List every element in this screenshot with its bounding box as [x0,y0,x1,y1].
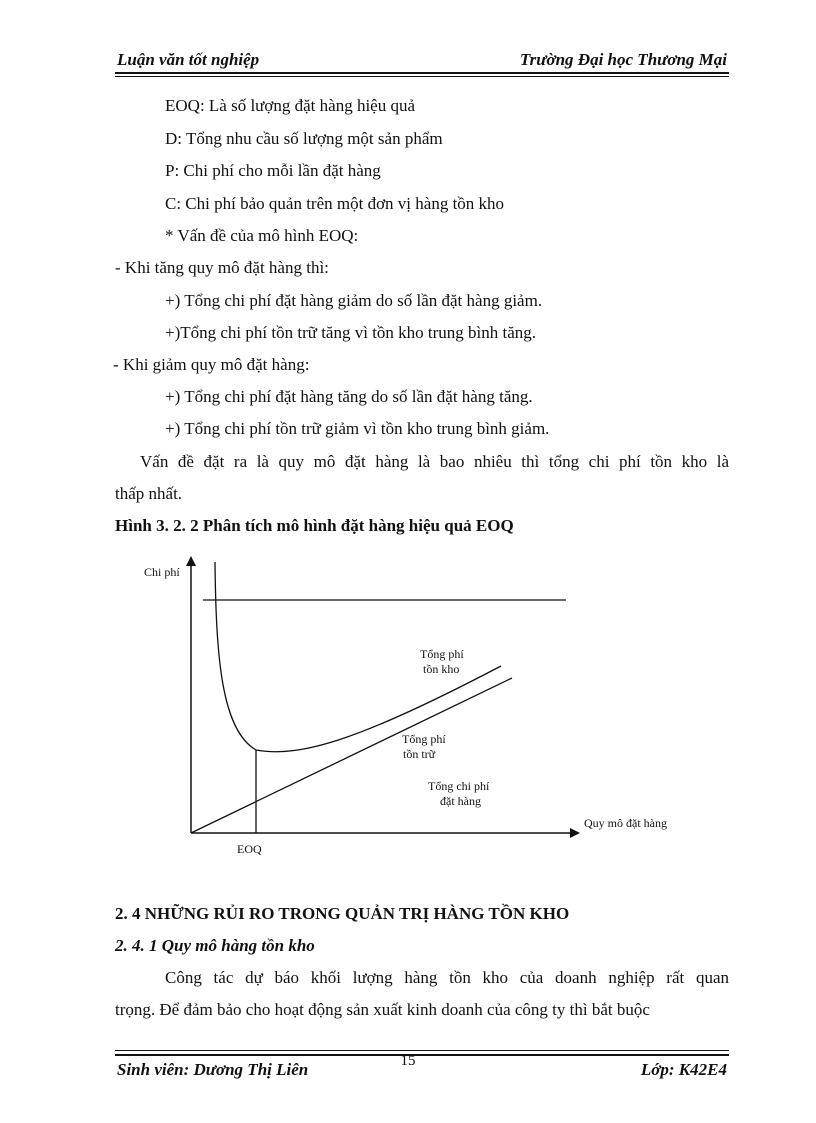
x-axis-arrow [570,828,580,838]
def-p: P: Chi phí cho mỗi lần đặt hàng [165,161,381,180]
ordering-label-2: đặt hàng [440,794,481,808]
def-eoq: EOQ: Là số lượng đặt hàng hiệu quả [165,96,416,115]
def-d: D: Tổng nhu cầu số lượng một sản phẩm [165,129,443,148]
ordering-label-1: Tổng chi phí [428,779,490,793]
decrease-point-2: +) Tổng chi phí tồn trữ giảm vì tồn kho trung bình giảm. [165,419,550,438]
body-paragraph-line: Công tác dự báo khối lượng hàng tồn kho của doanh nghiệp rất quan [165,968,729,987]
figure-caption: Hình 3. 2. 2 Phân tích mô hình đặt hàng hiệu quả EOQ [115,516,514,535]
footer-right: Lớp: K42E4 [640,1060,727,1079]
holding-label-1: Tổng phí [402,732,446,746]
total-label-2: tồn kho [423,662,460,676]
y-axis-label: Chi phí [144,565,180,579]
y-axis-arrow [186,556,196,566]
def-c: C: Chi phí bảo quản trên một đơn vị hàng tồn kho [165,194,505,213]
header-left: Luận văn tốt nghiệp [117,50,260,69]
series-line-holding [191,678,512,833]
section-heading: 2. 4 NHỮNG RỦI RO TRONG QUẢN TRỊ HÀNG TỒN KHO [115,904,570,923]
decrease-point-1: +) Tổng chi phí đặt hàng tăng do số lần đặt hàng tăng. [165,387,533,406]
holding-label-2: tồn trữ [403,747,436,761]
header-right: Trường Đại học Thương Mại [519,50,727,69]
footer-rule [115,1050,729,1051]
eoq-issue-heading: * Vấn đề của mô hình EOQ: [165,226,359,245]
eoq-label: EOQ [237,842,262,856]
x-axis-label: Quy mô đặt hàng [584,816,667,830]
body-paragraph-line-2: trọng. Để đảm bảo cho hoạt động sản xuất kinh doanh của công ty thì bắt buộc [115,1000,650,1019]
subsection-heading: 2. 4. 1 Quy mô hàng tồn kho [115,936,315,955]
footer-left: Sinh viên: Dương Thị Liên [117,1060,309,1079]
increase-point-2: +)Tổng chi phí tồn trữ tăng vì tồn kho trung bình tăng. [165,323,537,342]
paragraph-line: Vấn đề đặt ra là quy mô đặt hàng là bao nhiêu thì tổng chi phí tồn kho là [140,452,729,471]
paragraph-line-end: thấp nhất. [115,484,183,503]
increase-point-1: +) Tổng chi phí đặt hàng giảm do số lần đặt hàng giảm. [165,291,543,310]
decrease-case: - Khi giảm quy mô đặt hàng: [113,355,310,374]
increase-case: - Khi tăng quy mô đặt hàng thì: [115,258,329,277]
total-label-1: Tổng phí [420,647,464,661]
page-number: 15 [400,1053,416,1069]
